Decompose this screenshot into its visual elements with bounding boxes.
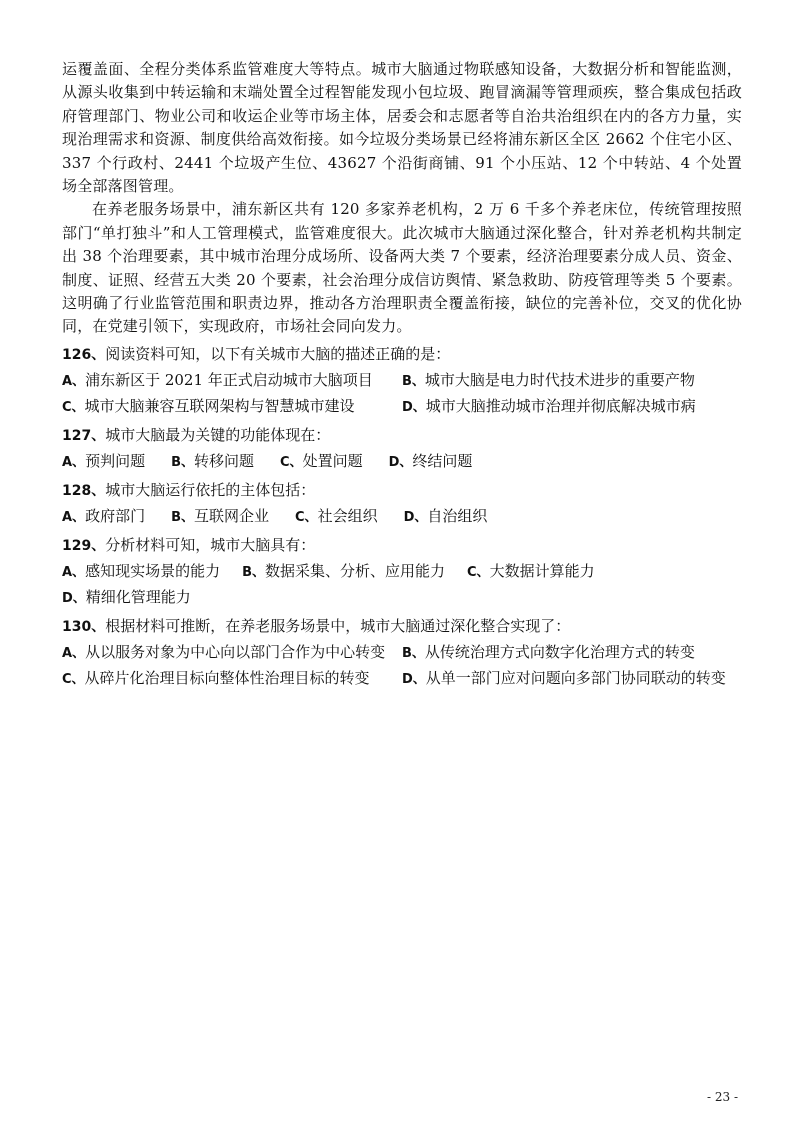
question-stem: 根据材料可推断，在养老服务场景中，城市大脑通过深化整合实现了： bbox=[105, 616, 571, 635]
option-a: A、浦东新区于 2021 年正式启动城市大脑项目 bbox=[62, 370, 373, 389]
question-129 bbox=[62, 533, 742, 611]
question-number: 130、 bbox=[62, 618, 106, 635]
option-b: B、数据采集、分析、应用能力 bbox=[242, 561, 446, 580]
option-a: A、从以服务对象为中心向以部门合作为中心转变 bbox=[62, 642, 386, 661]
option-a: A、感知现实场景的能力 bbox=[62, 561, 221, 580]
option-b: B、转移问题 bbox=[171, 451, 255, 470]
question-126 bbox=[62, 342, 742, 420]
question-127 bbox=[62, 423, 742, 475]
option-a: A、政府部门 bbox=[62, 506, 146, 525]
option-c: C、社会组织 bbox=[295, 506, 378, 525]
options-list bbox=[62, 368, 742, 420]
option-b: B、互联网企业 bbox=[171, 506, 270, 525]
option-c: C、处置问题 bbox=[280, 451, 363, 470]
options-list bbox=[62, 640, 742, 692]
document-page bbox=[62, 58, 742, 692]
option-b: B、城市大脑是电力时代技术进步的重要产物 bbox=[402, 370, 695, 389]
options-list bbox=[62, 559, 742, 611]
option-c: C、大数据计算能力 bbox=[467, 561, 595, 580]
option-d: D、终结问题 bbox=[388, 451, 473, 470]
option-c: C、从碎片化治理目标向整体性治理目标的转变 bbox=[62, 668, 370, 687]
question-stem: 阅读资料可知，以下有关城市大脑的描述正确的是： bbox=[105, 344, 451, 363]
question-stem: 城市大脑运行依托的主体包括： bbox=[105, 480, 316, 499]
option-d: D、从单一部门应对问题向多部门协同联动的转变 bbox=[402, 668, 726, 687]
question-stem: 分析材料可知，城市大脑具有： bbox=[105, 535, 316, 554]
page-number: - 23 - bbox=[706, 1090, 738, 1104]
question-number: 126、 bbox=[62, 346, 106, 363]
paragraph-waste-sorting: 运覆盖面、全程分类体系监管难度大等特点。城市大脑通过物联感知设备，大数据分析和智能监测，从源头收集到中转运输和末端处置全过程智能发现小包垃圾、跑冒滴漏等管理顽疾，整合集成包括政府管理部门、物业公司和收运企业等市场主体，居委会和志愿者等自治共治组织在内的各方力量，实现治理需求和资源、制度供给高效衔接。如今垃圾分类场景已经将浦东新区全区 2662 个住宅小区、337 个行政村、2441 个垃圾产生位、43627 个沿街商铺、91 个小压站、12 个中转站、4 个处置场全部落图管理。 bbox=[62, 60, 742, 196]
options-list bbox=[62, 449, 742, 475]
option-d: D、自治组织 bbox=[403, 506, 488, 525]
options-list bbox=[62, 504, 742, 530]
option-c: C、城市大脑兼容互联网架构与智慧城市建设 bbox=[62, 396, 355, 415]
paragraph-elderly-care: 在养老服务场景中，浦东新区共有 120 多家养老机构，2 万 6 千多个养老床位，传统管理按照部门“单打独斗”和人工管理模式，监管难度很大。此次城市大脑通过深化整合，针对养老机构共制定出 38 个治理要素，其中城市治理分成场所、设备两大类 7 个要素，经济治理要素分成人员、资金、制度、证照、经营五大类 20 个要素，社会治理分成信访舆情、紧急救助、防疫管理等类 5 个要素。这明确了行业监管范围和职责边界，推动各方治理职责全覆盖衔接，缺位的完善补位，交叉的优化协同，在党建引领下，实现政府，市场社会同向发力。 bbox=[62, 200, 742, 336]
option-d: D、精细化管理能力 bbox=[62, 587, 191, 606]
question-stem: 城市大脑最为关键的功能体现在： bbox=[105, 425, 331, 444]
option-b: B、从传统治理方式向数字化治理方式的转变 bbox=[402, 642, 695, 661]
question-number: 129、 bbox=[62, 537, 106, 554]
option-a: A、预判问题 bbox=[62, 451, 146, 470]
question-128 bbox=[62, 478, 742, 530]
option-d: D、城市大脑推动城市治理并彻底解决城市病 bbox=[402, 396, 696, 415]
question-number: 128、 bbox=[62, 482, 106, 499]
question-130 bbox=[62, 614, 742, 692]
question-number: 127、 bbox=[62, 427, 106, 444]
